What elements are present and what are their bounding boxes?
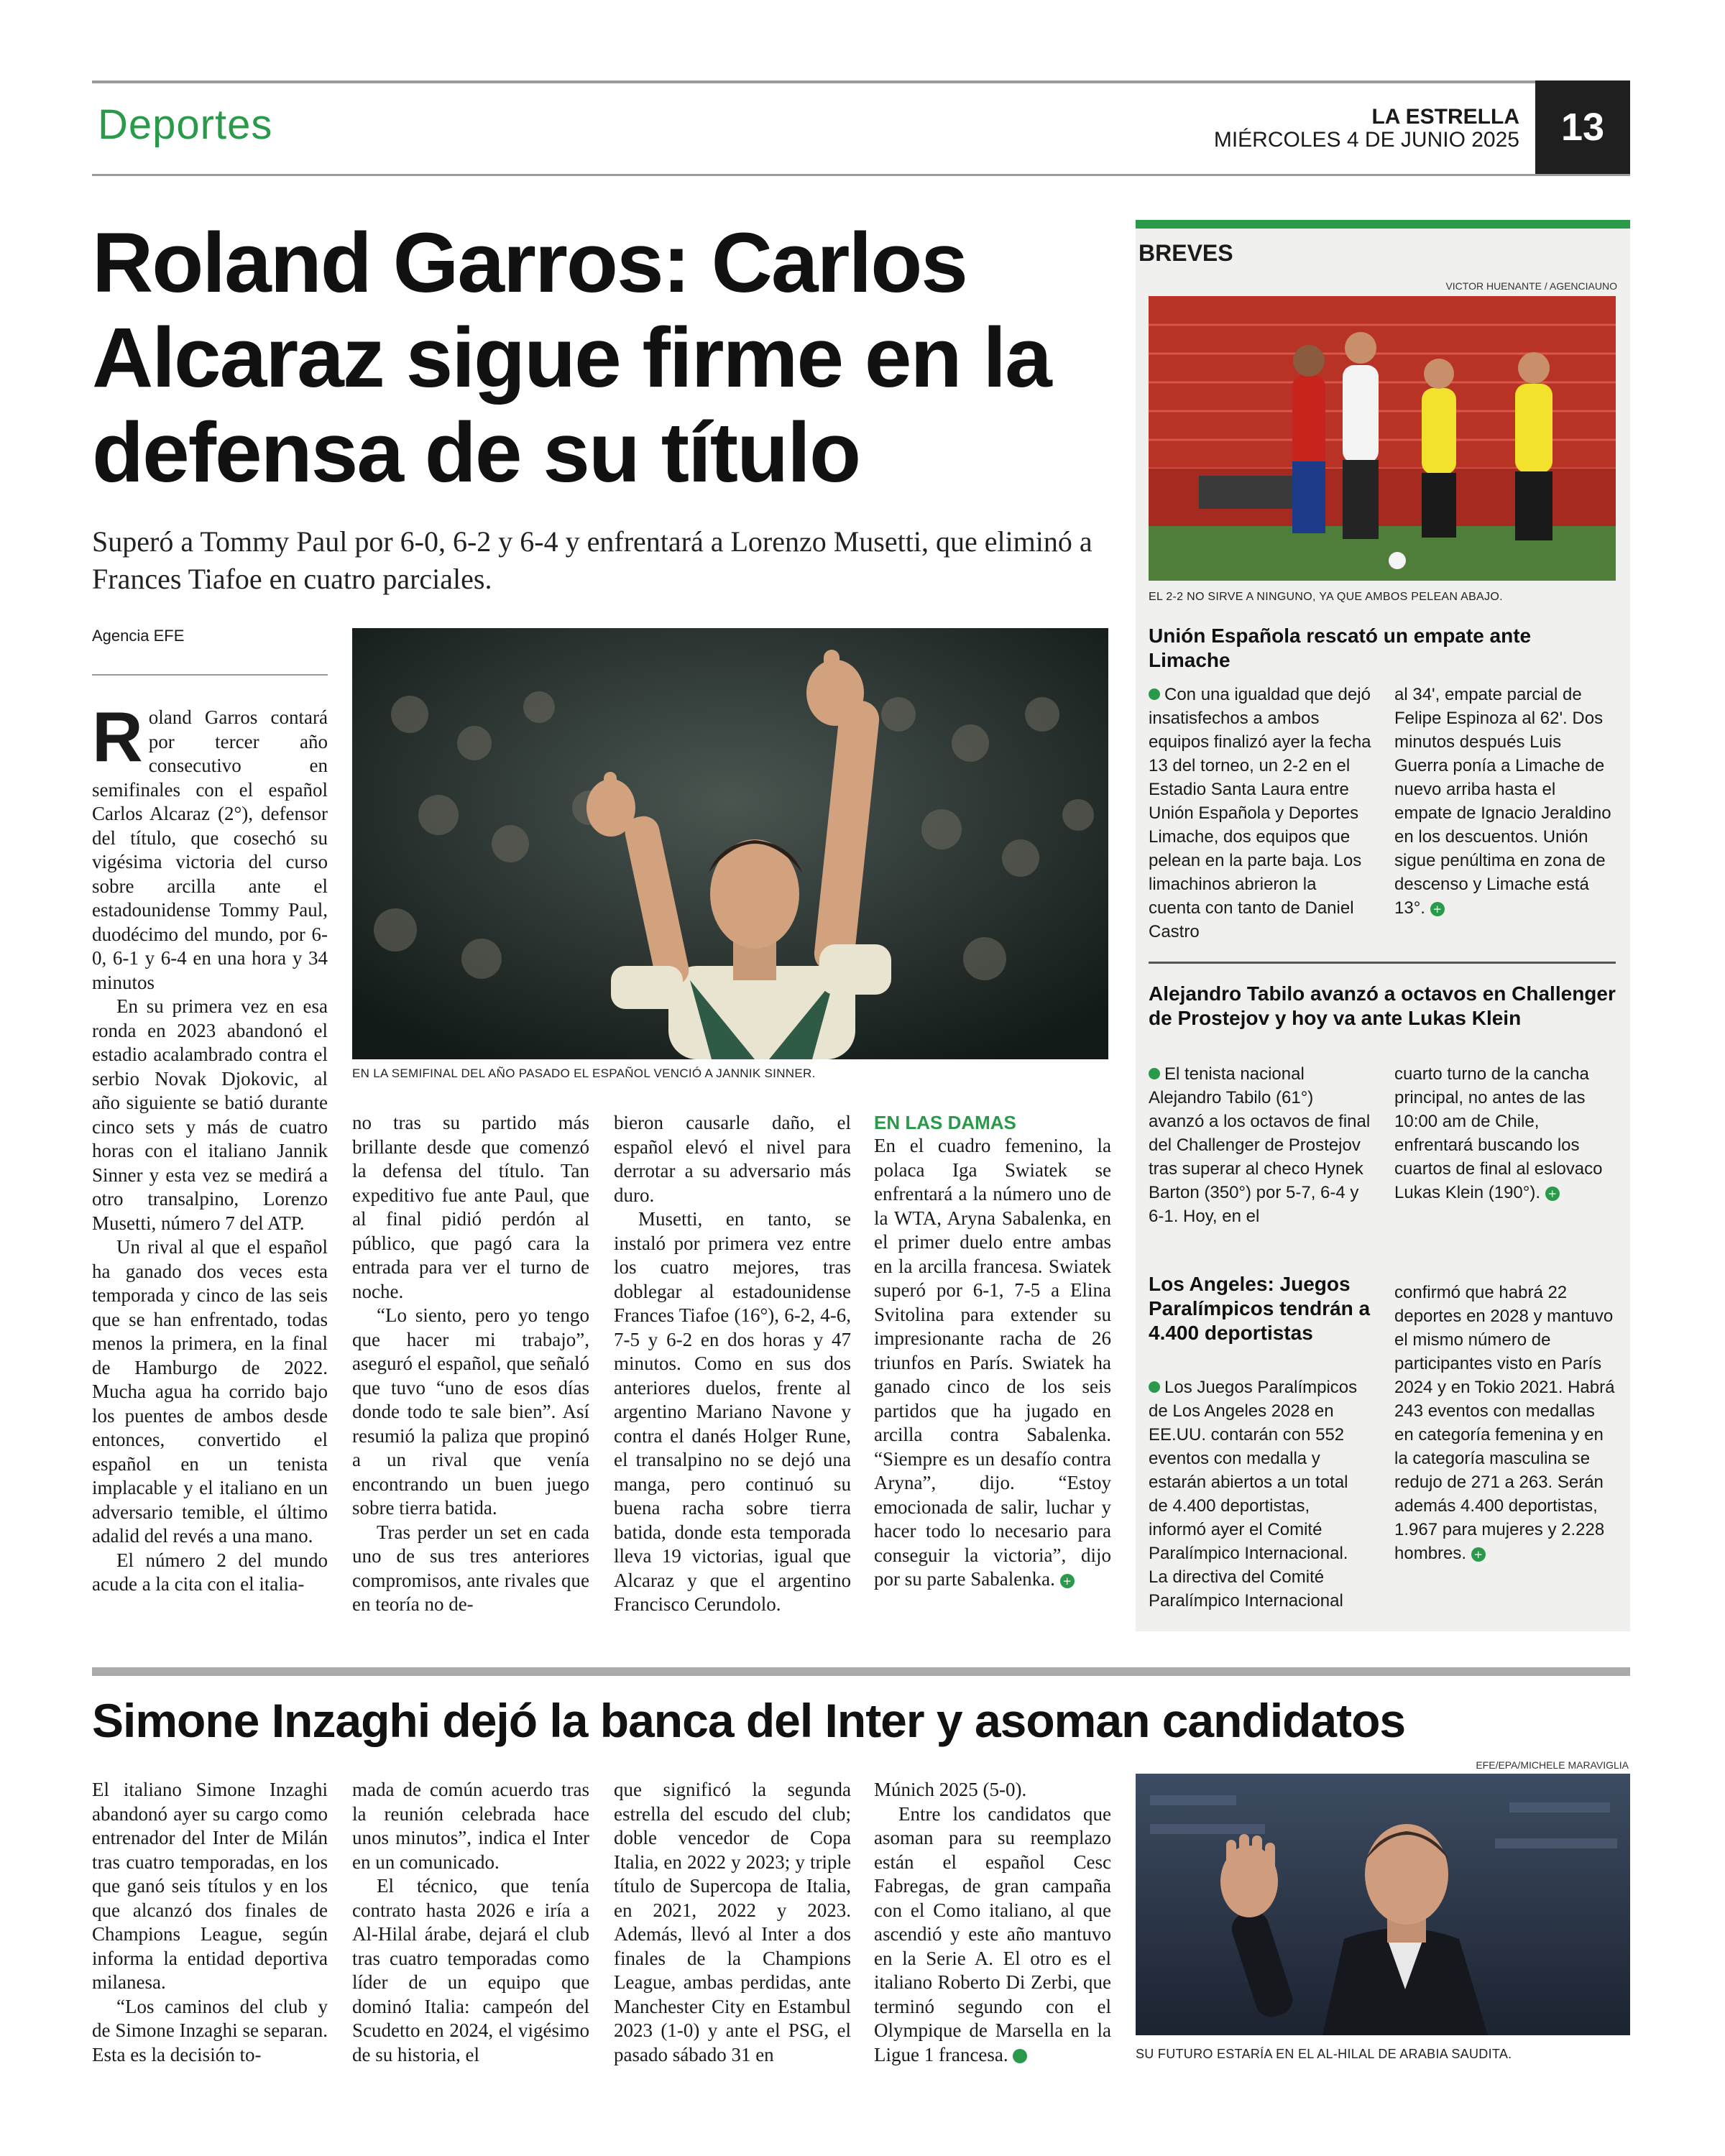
- main-paragraph: no tras su partido más brillante desde que comenzó la defensa del título. Tan expeditivo fue ante Paul, que al final pidió perdón al público, que pagó cara la entrada para ver el turno de noche.: [352, 1112, 589, 1302]
- main-paragraph: El número 2 del mundo acude a la cita con el italia-: [92, 1549, 328, 1595]
- issue-date: MIÉRCOLES 4 DE JUNIO 2025: [1213, 128, 1519, 152]
- second-column-4: [874, 1778, 1111, 2067]
- brief-headline: Unión Española rescató un empate ante Limache: [1149, 625, 1532, 671]
- second-paragraph: El técnico, que tenía contrato hasta 2026 e iría a Al-Hilal árabe, dejará el club tras cuatro temporadas como líder de un equipo que dominó Italia: campeón del Scudetto en 2024, el vigésimo de su historia, el: [352, 1875, 589, 2065]
- end-mark-icon: +: [1430, 902, 1445, 916]
- second-paragraph: “Los caminos del club y de Simone Inzaghi se separan. Esta es la decisión to-: [92, 1995, 328, 2065]
- newspaper-name: LA ESTRELLA: [1371, 105, 1519, 129]
- brief-headline: Los Angeles: Juegos Paralímpicos tendrán a 4.400 deportistas: [1149, 1273, 1371, 1344]
- brief-divider: [1149, 962, 1616, 964]
- main-column-3: [614, 1111, 851, 1617]
- second-headline: Simone Inzaghi dejó la banca del Inter y asoman candidatos: [92, 1694, 1406, 1747]
- page-number: 13: [1535, 80, 1630, 174]
- soccer-photo: [1149, 296, 1616, 581]
- alcaraz-photo: [352, 628, 1108, 1059]
- main-paragraph: Tras perder un set en cada uno de sus tres anteriores compromisos, ante rivales que en teoría no de-: [352, 1521, 589, 1615]
- soccer-photo-credit: VICTOR HUENANTE / AGENCIAUNO: [1445, 280, 1617, 292]
- brief-text-right: al 34', empate parcial de Felipe Espinoza al 62'. Dos minutos después Luis Guerra ponía a Limache de nuevo arriba hasta el empate de Ignacio Jeraldino en los descuentos. Unión sigue penúltima en zona de descenso y Limache está 13°. +: [1394, 685, 1611, 918]
- end-mark-icon: +: [1060, 1574, 1075, 1588]
- second-paragraph: mada de común acuerdo tras la reunión celebrada hace unos minutos”, indica el Inter en un comunicado.: [352, 1779, 589, 1873]
- section-name: Deportes: [98, 101, 273, 148]
- brief-text-left: Los Juegos Paralímpicos de Los Angeles 2028 en EE.UU. contarán con 552 eventos con medalla y estarán abiertos a un total de 4.400 deportistas, informó ayer el Comité Paralímpico Internacional. La directiva del Comité Paralímpico Internacional: [1149, 1378, 1358, 1611]
- brief-text-right: confirmó que habrá 22 deportes en 2028 y mantuvo el mismo número de participantes visto en París 2024 y en Tokio 2021. Habrá 243 eventos con medallas en categoría femenina y en la categoría masculina se redujo de 271 a 263. Serán además 4.400 deportistas, 1.967 para mujeres y 2.228 hombres. +: [1394, 1283, 1615, 1563]
- main-paragraph: bieron causarle daño, el español elevó el nivel para derrotar a su adversario más duro.: [614, 1112, 851, 1206]
- end-mark-icon: +: [1013, 2049, 1027, 2063]
- soccer-photo-image: [1149, 296, 1616, 581]
- women-subhead: EN LAS DAMAS: [874, 1112, 1016, 1133]
- header-top-rule: [92, 80, 1630, 83]
- main-paragraph: “Lo siento, pero yo tengo que hacer mi trabajo”, aseguró el español, que señaló que tuvo “uno de esos días donde todo te sale bien”. Así resumió la paliza que propinó a un rival que venía encontrando un buen juego sobre tierra batida.: [352, 1304, 589, 1519]
- header-bottom-rule: [92, 174, 1630, 176]
- brief-text-right: cuarto turno de la cancha principal, no antes de las 10:00 am de Chile, enfrentará buscando los cuartos de final al eslovaco Lukas Klein (190°). +: [1394, 1064, 1603, 1202]
- main-column-2: [352, 1111, 589, 1617]
- inzaghi-photo-image: [1136, 1774, 1630, 2035]
- main-column-4: [874, 1111, 1111, 1592]
- main-deck: Superó a Tommy Paul por 6-0, 6-2 y 6-4 y enfrentará a Lorenzo Musetti, que eliminó a Frances Tiafoe en cuatro parciales.: [92, 525, 1092, 595]
- main-paragraph: En el cuadro femenino, la polaca Iga Swiatek se enfrentará a la número uno de la WTA, Aryna Sabalenka, en el primer duelo entre ambas en la arcilla francesa. Swiatek superó por 6-1, 7-5 a Elina Svitolina para extender su impresionante racha de 26 triunfos en París. Swiatek ha ganado cinco de los seis partidos que ha jugado en arcilla contra Sabalenka. “Siempre es un desafío contra Aryna”, dijo. “Estoy emocionada de salir, luchar y hacer todo lo necesario para conseguir la victoria”, dijo por su parte Sabalenka. +: [874, 1135, 1111, 1590]
- second-column-1: [92, 1778, 328, 2067]
- main-column-1: [92, 697, 328, 1597]
- brief-headline: Alejandro Tabilo avanzó a octavos en Challenger de Prostejov y hoy va ante Lukas Klein: [1149, 982, 1616, 1029]
- bullet-icon: [1149, 688, 1160, 700]
- second-column-2: [352, 1778, 589, 2067]
- alcaraz-photo-image: [352, 628, 1108, 1059]
- bullet-icon: [1149, 1381, 1160, 1393]
- end-mark-icon: +: [1545, 1187, 1560, 1201]
- second-column-3: [614, 1778, 851, 2067]
- second-story-rule: [92, 1667, 1630, 1676]
- second-paragraph: Entre los candidatos que asoman para su reemplazo están el español Cesc Fabregas, de gran campaña con el Como italiano, al que ascendió y este año mantuvo en la Serie A. El otro es el italiano Roberto Di Zerbi, que terminó segundo con el Olympique de Marsella en la Ligue 1 francesa. +: [874, 1802, 1111, 2065]
- main-paragraph: Un rival al que el español ha ganado dos veces esta temporada y cinco de las seis que se han enfrentado, todas menos la primera, en la final de Hamburgo de 2022. Mucha agua ha corrido bajo los puentes de ambos desde entonces, convertido el español en un tenista implacable y el italiano en un adversario temible, el último adalid del revés a una mano.: [92, 1236, 328, 1547]
- main-paragraph: Musetti, en tanto, se instaló por primera vez entre los cuatro mejores, tras doblegar al estadounidense Frances Tiafoe (16°), 6-2, 4-6, 7-5 y 6-2 en dos horas y 47 minutos. Como en sus dos anteriores duelos, frente al argentino Mariano Navone y contra el danés Holger Rune, el transalpino no se dejó una manga, pero continuó su buena racha sobre tierra batida, donde esta temporada lleva 19 victorias, igual que Alcaraz y que el argentino Francisco Cerundolo.: [614, 1208, 851, 1615]
- brief-text-left: El tenista nacional Alejandro Tabilo (61°) avanzó a los octavos de final del Challenger de Prostejov tras superar al checo Hynek Barton (350°) por 5-7, 6-4 y 6-1. Hoy, en el: [1149, 1064, 1371, 1226]
- second-paragraph: El italiano Simone Inzaghi abandonó ayer su cargo como entrenador del Inter de Milán tras cuatro temporadas, en los que ganó seis títulos y en los que alcanzó dos finales de Champions League, según informa la entidad deportiva milanesa.: [92, 1779, 328, 1993]
- end-mark-icon: +: [1471, 1547, 1486, 1562]
- inzaghi-photo: [1136, 1774, 1630, 2035]
- drop-cap: R: [92, 697, 143, 776]
- breves-bar: [1136, 220, 1630, 229]
- brief-text-left: Con una igualdad que dejó insatisfechos a ambos equipos finalizó ayer la fecha 13 del torneo, un 2-2 en el Estadio Santa Laura entre Unión Española y Deportes Limache, dos equipos que pelean en la parte baja. Los limachinos abrieron la cuenta con tanto de Daniel Castro: [1149, 685, 1371, 941]
- main-photo-caption: EN LA SEMIFINAL DEL AÑO PASADO EL ESPAÑOL VENCIÓ A JANNIK SINNER.: [352, 1067, 816, 1080]
- breves-title: BREVES: [1138, 240, 1233, 266]
- soccer-photo-caption: EL 2-2 NO SIRVE A NINGUNO, YA QUE AMBOS PELEAN ABAJO.: [1149, 591, 1503, 603]
- byline: Agencia EFE: [92, 627, 185, 645]
- inzaghi-photo-caption: SU FUTURO ESTARÍA EN EL AL-HILAL DE ARABIA SAUDITA.: [1136, 2047, 1512, 2061]
- main-paragraph: En su primera vez en esa ronda en 2023 abandonó el estadio acalambrado contra el serbio Novak Djokovic, al año siguiente se batió durante cinco sets y más de cuatro horas con el italiano Jannik Sinner y esta vez se medirá a otro transalpino, Lorenzo Musetti, número 7 del ATP.: [92, 995, 328, 1234]
- main-paragraph: Roland Garros contará por tercer año consecutivo en semifinales con el español Carlos Alcaraz (2°), defensor del título, que cosechó su vigésima victoria del curso sobre arcilla ante el estadounidense Tommy Paul, duodécimo del mundo, por 6-0, 6-1 y 6-4 en una hora y 34 minutos: [92, 697, 328, 993]
- second-paragraph: que significó la segunda estrella del escudo del club; doble vencedor de Copa Italia, en 2022 y 2023; y triple título de Supercopa de Italia, en 2021, 2022 y 2023. Además, llevó al Inter a dos finales de la Champions League, ambas perdidas, ante Manchester City en Estambul 2023 (1-0) y ante el PSG, el pasado sábado 31 en: [614, 1779, 851, 2065]
- main-headline: Roland Garros: Carlos Alcaraz sigue firme en la defensa de su título: [92, 216, 1051, 500]
- inzaghi-photo-credit: EFE/EPA/MICHELE MARAVIGLIA: [1476, 1759, 1629, 1771]
- bullet-icon: [1149, 1068, 1160, 1079]
- second-paragraph: Múnich 2025 (5-0).: [874, 1779, 1027, 1800]
- byline-rule: [92, 674, 328, 676]
